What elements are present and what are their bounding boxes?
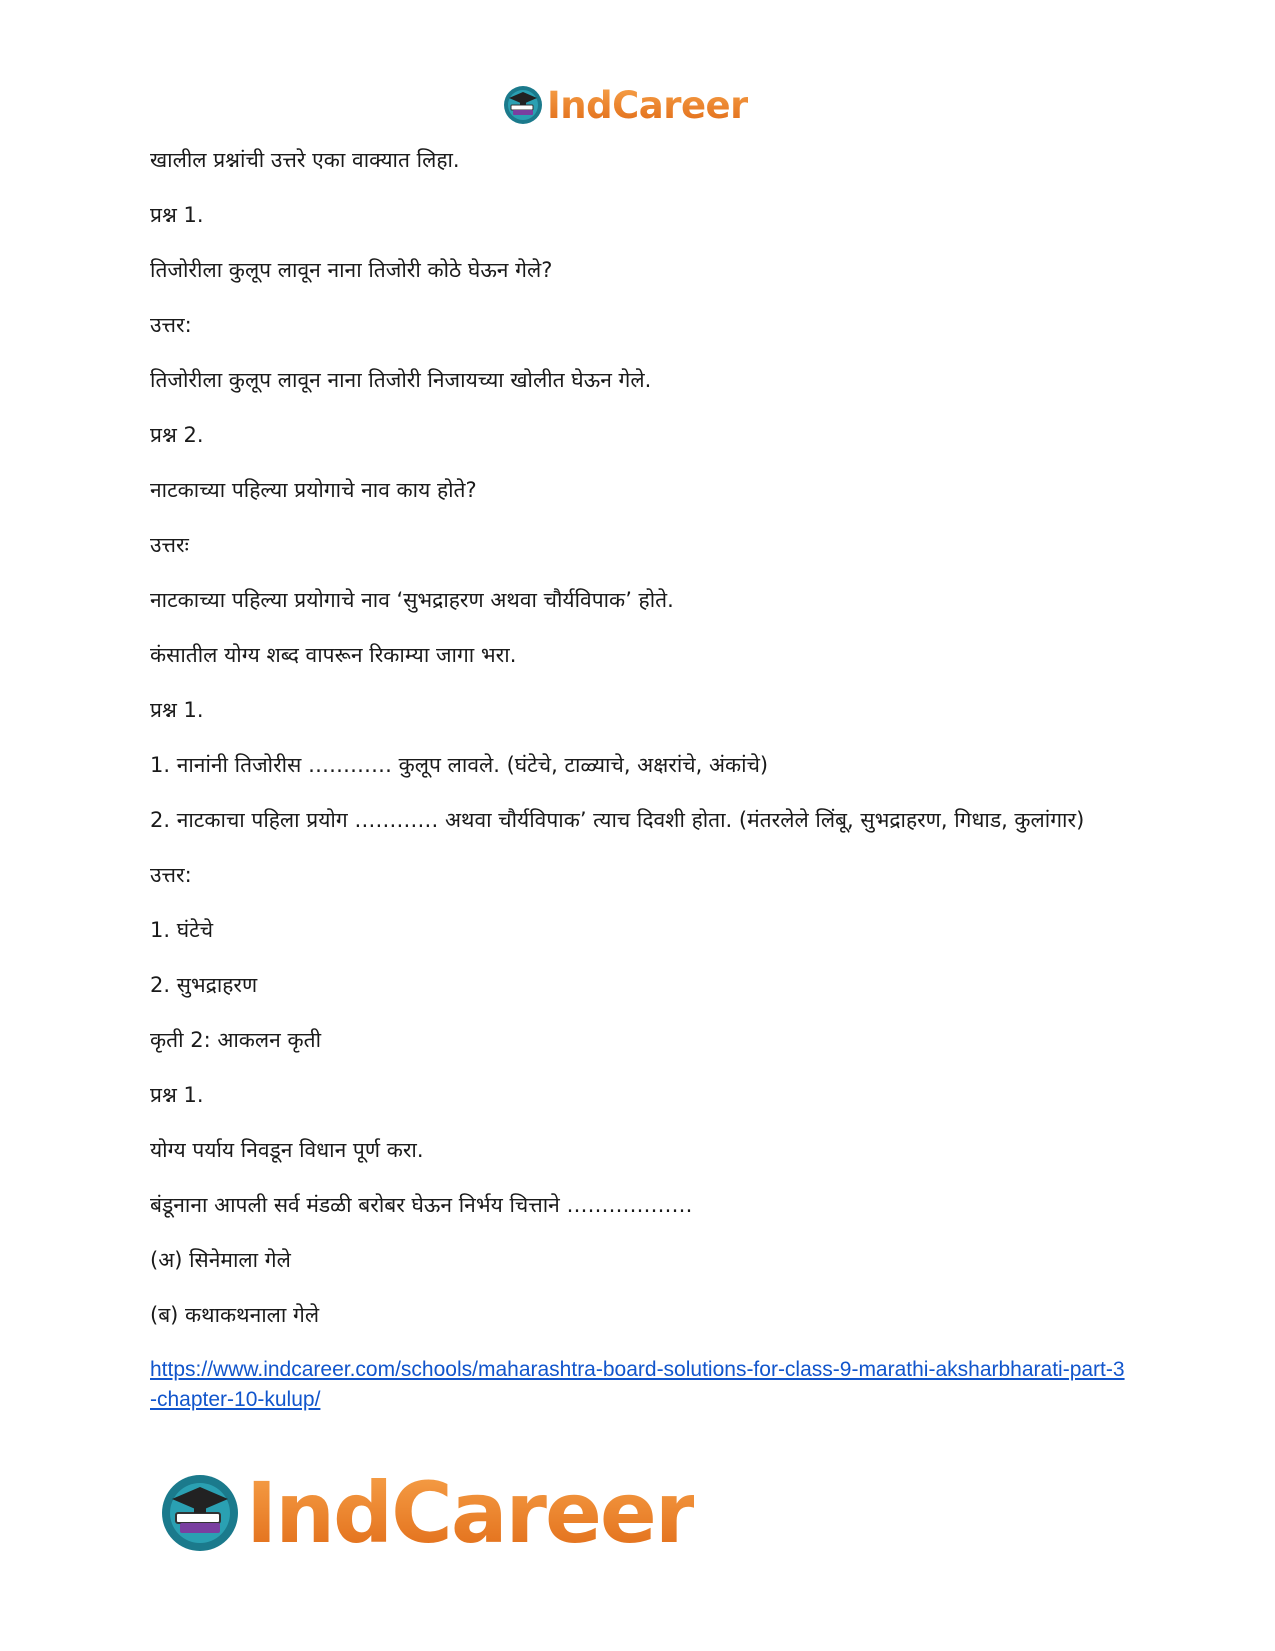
graduation-cap-books-icon [503, 85, 543, 125]
question-number: प्रश्न 1. [150, 1083, 204, 1107]
logo-text: IndCareer [547, 83, 748, 127]
instruction-heading: कंसातील योग्य शब्द वापरून रिकाम्या जागा भरा. [150, 643, 517, 667]
answer-label: उत्तर: [150, 313, 192, 337]
fill-blank-item: 1. नानांनी तिजोरीस ………… कुलूप लावले. (घंटेचे, टाळ्याचे, अक्षरांचे, अंकांचे) [150, 753, 769, 777]
instruction-heading: योग्य पर्याय निवडून विधान पूर्ण करा. [150, 1138, 424, 1162]
answer-label: उत्तर: [150, 863, 192, 887]
answer-text: नाटकाच्या पहिल्या प्रयोगाचे नाव ‘सुभद्राहरण अथवा चौर्यविपाक’ होते. [150, 588, 674, 612]
question-number: प्रश्न 2. [150, 423, 204, 447]
question-number: प्रश्न 1. [150, 698, 204, 722]
graduation-cap-books-icon [160, 1473, 240, 1553]
source-link[interactable]: https://www.indcareer.com/schools/maharashtra-board-solutions-for-class-9-marathi-aksharbharati-part-3-chapter-10-kulup/ [150, 1358, 1125, 1411]
option-item: (ब) कथाकथनाला गेले [150, 1303, 320, 1327]
answer-label: उत्तरः [150, 533, 189, 557]
question-number: प्रश्न 1. [150, 203, 204, 227]
header-logo [503, 80, 748, 130]
question-text: नाटकाच्या पहिल्या प्रयोगाचे नाव काय होते? [150, 478, 477, 502]
question-text: बंडूनाना आपली सर्व मंडळी बरोबर घेऊन निर्भय चित्ताने ……………… [150, 1193, 693, 1217]
document-body [150, 145, 1125, 1415]
answer-item: 1. घंटेचे [150, 918, 214, 942]
fill-blank-item: 2. नाटकाचा पहिला प्रयोग ………… अथवा चौर्यविपाक’ त्याच दिवशी होता. (मंतरलेले लिंबू, सुभद्राहरण, गिधाड, कुलांगार) [150, 808, 1085, 832]
answer-text: तिजोरीला कुलूप लावून नाना तिजोरी निजायच्या खोलीत घेऊन गेले. [150, 368, 652, 392]
instruction-heading: खालील प्रश्नांची उत्तरे एका वाक्यात लिहा. [150, 148, 460, 172]
question-text: तिजोरीला कुलूप लावून नाना तिजोरी कोठे घेऊन गेले? [150, 258, 553, 282]
option-item: (अ) सिनेमाला गेले [150, 1248, 291, 1272]
section-heading: कृती 2: आकलन कृती [150, 1028, 322, 1052]
footer-logo [160, 1464, 695, 1562]
logo-text: IndCareer [246, 1464, 695, 1562]
answer-item: 2. सुभद्राहरण [150, 973, 258, 997]
